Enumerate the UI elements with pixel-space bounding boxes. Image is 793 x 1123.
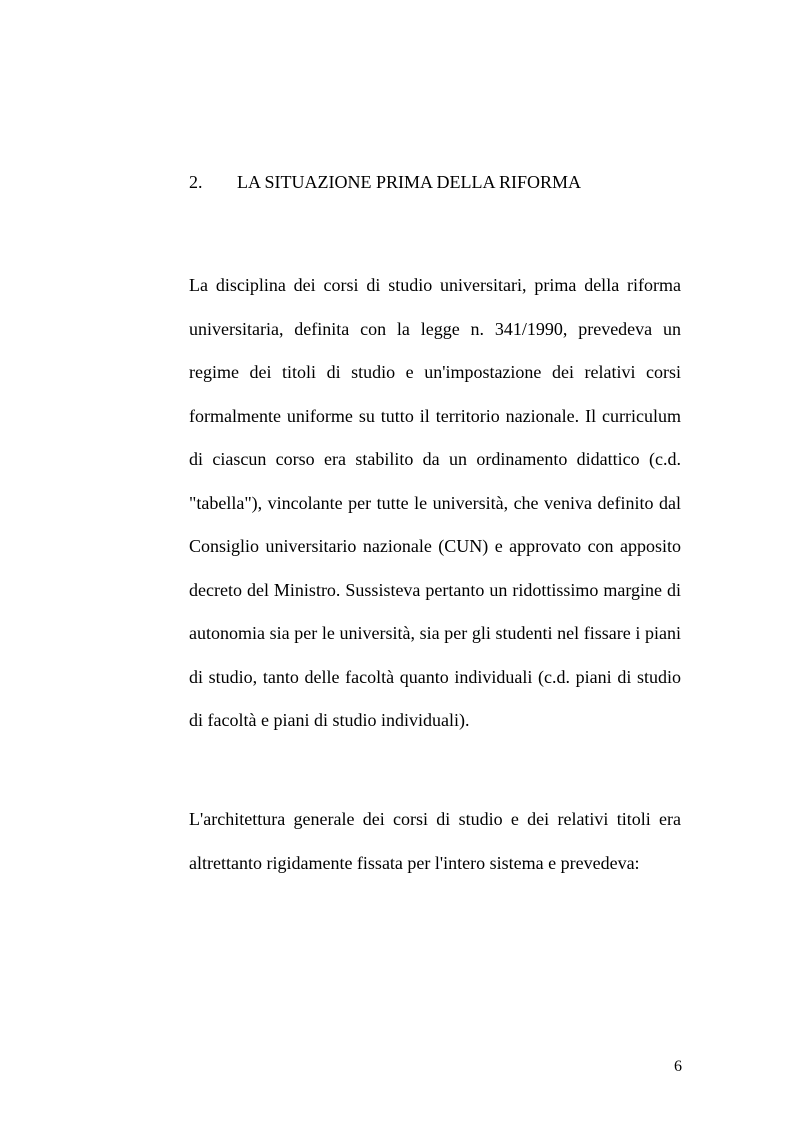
section-title: LA SITUAZIONE PRIMA DELLA RIFORMA <box>237 172 582 192</box>
body-paragraph-2: L'architettura generale dei corsi di studio e dei relativi titoli era altrettanto rigidamente fissata per l'intero sistema e prevedeva: <box>189 809 681 873</box>
section-number: 2. <box>189 172 203 192</box>
section-heading <box>189 171 581 193</box>
page-number: 6 <box>674 1058 682 1075</box>
body-paragraph-1: La disciplina dei corsi di studio universitari, prima della riforma universitaria, definita con la legge n. 341/1990, prevedeva un regime dei titoli di studio e un'impostazione dei relativi corsi formalmente uniforme su tutto il territorio nazionale. Il curriculum di ciascun corso era stabilito da un ordinamento didattico (c.d. "tabella"), vincolante per tutte le università, che veniva definito dal Consiglio universitario nazionale (CUN) e approvato con apposito decreto del Ministro. Sussisteva pertanto un ridottissimo margine di autonomia sia per le università, sia per gli studenti nel fissare i piani di studio, tanto delle facoltà quanto individuali (c.d. piani di studio di facoltà e piani di studio individuali). <box>189 275 681 730</box>
